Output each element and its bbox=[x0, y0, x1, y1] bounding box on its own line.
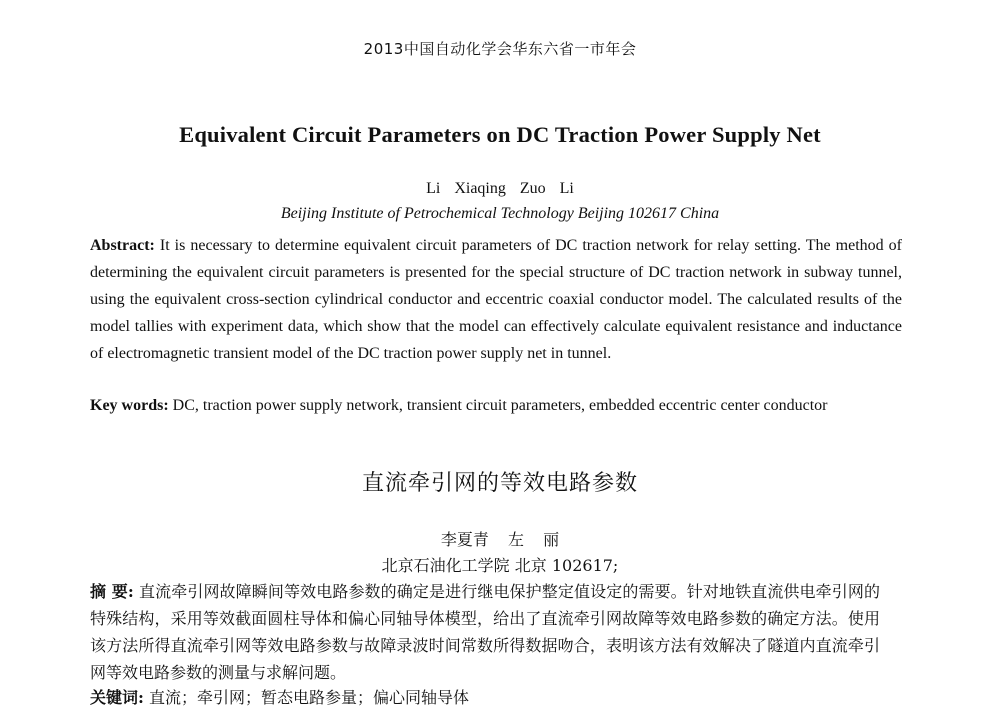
paper-title-en: Equivalent Circuit Parameters on DC Traction Power Supply Net bbox=[179, 122, 821, 147]
affiliation-en: Beijing Institute of Petrochemical Technology Beijing 102617 China bbox=[280, 205, 720, 222]
abstract-en bbox=[90, 232, 902, 367]
abstract-cn bbox=[90, 578, 880, 686]
authors-cn: 李夏青 左 丽 bbox=[440, 530, 560, 549]
keywords-en bbox=[90, 394, 902, 418]
abstract-label-cn: 摘 要: bbox=[90, 582, 134, 601]
conference-header: 2013中国自动化学会华东六省一市年会 bbox=[363, 40, 637, 58]
affiliation-cn: 北京石油化工学院 北京 102617; bbox=[381, 556, 619, 575]
keywords-text-en: DC, traction power supply network, transient circuit parameters, embedded eccentric center conductor bbox=[168, 397, 828, 414]
keywords-cn bbox=[90, 684, 880, 711]
keywords-label-cn: 关键词: bbox=[90, 688, 144, 707]
keywords-text-cn: 直流；牵引网；暂态电路参量；偏心同轴导体 bbox=[143, 688, 470, 707]
keywords-label-en: Key words: bbox=[90, 397, 169, 414]
paper-title-cn: 直流牵引网的等效电路参数 bbox=[361, 471, 638, 496]
abstract-text-en: It is necessary to determine equivalent circuit parameters of DC traction network for relay setting. The method of determining the equivalent circuit parameters is presented for the special structure of DC traction network in subway tunnel, using the equivalent cross-section cylindrical conductor and eccentric coaxial conductor model. The calculated results of the model tallies with experiment data, which show that the model can effectively calculate equivalent resistance and inductance of electromagnetic transient model of the DC traction power supply net in tunnel. bbox=[90, 237, 902, 362]
authors-en: Li Xiaqing Zuo Li bbox=[426, 180, 574, 197]
abstract-text-cn: 直流牵引网故障瞬间等效电路参数的确定是进行继电保护整定值设定的需要。针对地铁直流供电牵引网的特殊结构，采用等效截面圆柱导体和偏心同轴导体模型，给出了直流牵引网故障等效电路参数的确定方法。使用该方法所得直流牵引网等效电路参数与故障录波时间常数所得数据吻合，表明该方法有效解决了隧道内直流牵引网等效电路参数的测量与求解问题。 bbox=[90, 582, 880, 682]
abstract-label-en: Abstract: bbox=[90, 237, 155, 254]
